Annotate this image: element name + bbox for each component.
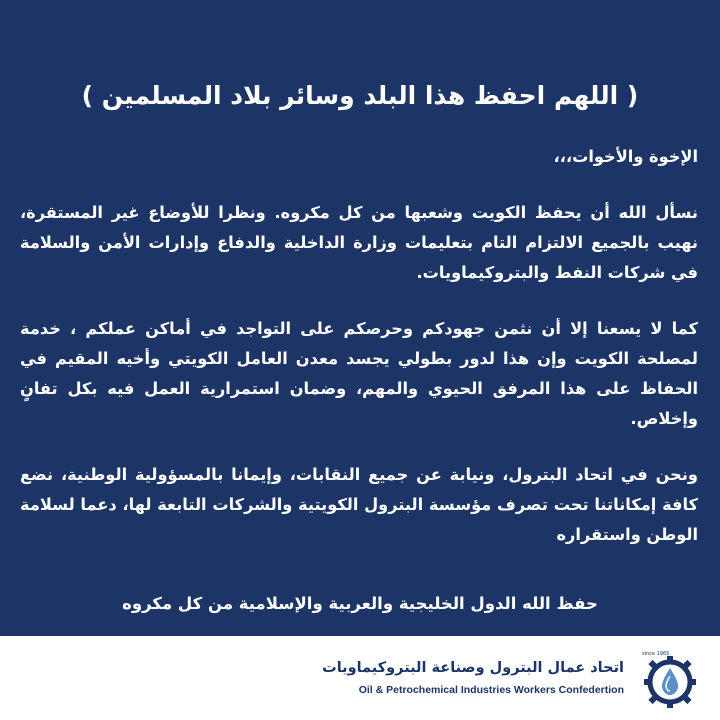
closing-prayer: حفظ الله الدول الخليجية والعربية والإسلامية من كل مكروه xyxy=(122,594,598,613)
union-logo-icon xyxy=(636,648,704,712)
org-name-english: Oil & Petrochemical Industries Workers Confedertion xyxy=(358,684,624,696)
greeting: الإخوة والأخوات،،، xyxy=(553,147,698,166)
footer xyxy=(0,636,720,720)
paragraph-1: نسأل الله أن يحفظ الكويت وشعبها من كل مكروه. ونظرا للأوضاع غير المستقرة، نهيب بالجميع الالتزام التام بتعليمات وزارة الداخلية والدفاع وإدارات الأمن والسلامة في شركات النفط والبتروكيماويات. xyxy=(20,203,698,282)
logo-since-text: since 1965 xyxy=(642,651,670,657)
org-name-arabic: اتحاد عمال البترول وصناعة البتروكيماويات xyxy=(322,660,624,676)
paragraph-2: كما لا يسعنا إلا أن نثمن جهودكم وحرصكم على التواجد في أماكن عملكم ، خدمة لمصلحة الكويت وإن هذا لدور بطولي يجسد معدن العامل الكويتي وأخيه المقيم في الحفاظ على هذا المرفق الحيوي والمهم، وضمان استمرارية العمل فيه بكل تفانٍ وإخلاص. xyxy=(20,319,698,428)
paragraph-3: ونحن في اتحاد البترول، ونيابة عن جميع النقابات، وإيمانا بالمسؤولية الوطنية، نضع كافة إمكاناتنا تحت تصرف مؤسسة البترول الكويتية والشركات التابعة لها، دعما لسلامة الوطن واستقراره xyxy=(20,465,698,544)
page-title: ( اللهم احفظ هذا البلد وسائر بلاد المسلمين ) xyxy=(81,81,639,110)
